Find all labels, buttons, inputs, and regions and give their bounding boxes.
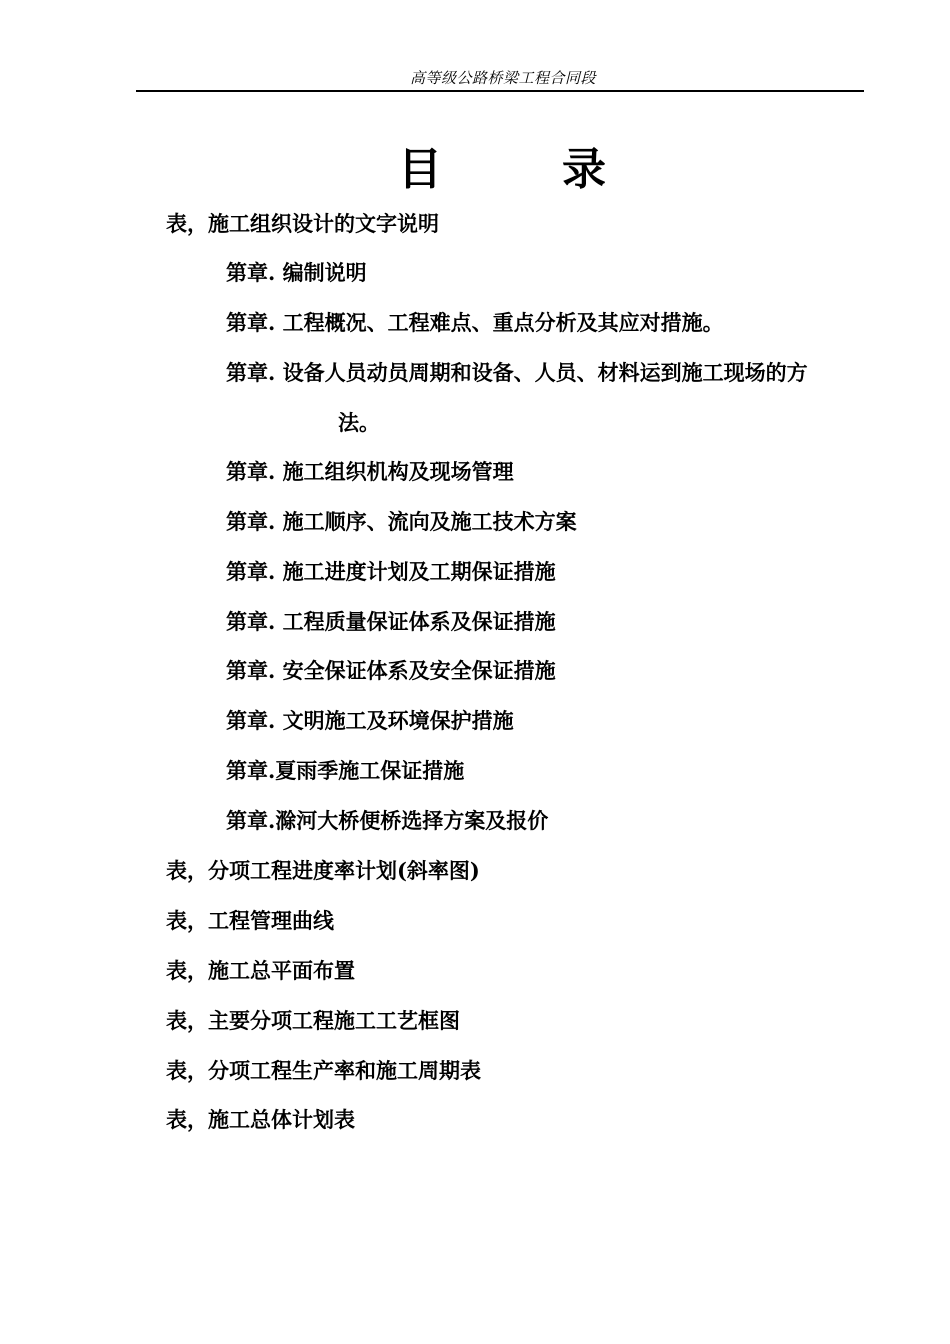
toc-entry-chapter[interactable]: 第章. 设备人员动员周期和设备、人员、材料运到施工现场的方 bbox=[226, 360, 808, 385]
toc-entry-section[interactable]: 表，工程管理曲线 bbox=[166, 908, 334, 933]
toc-entry-section[interactable]: 表，施工总平面布置 bbox=[166, 958, 355, 983]
toc-entry-chapter[interactable]: 第章. 工程概况、工程难点、重点分析及其应对措施。 bbox=[226, 310, 724, 335]
toc-entry-section[interactable]: 表，分项工程生产率和施工周期表 bbox=[166, 1058, 481, 1083]
toc-entry-section[interactable]: 表，施工组织设计的文字说明 bbox=[166, 211, 439, 236]
toc-entry-chapter[interactable]: 第章. 施工进度计划及工期保证措施 bbox=[226, 559, 556, 584]
toc-entry-chapter[interactable]: 第章. 施工组织机构及现场管理 bbox=[226, 459, 514, 484]
toc-entry-continuation[interactable]: 法。 bbox=[338, 410, 380, 435]
toc-entry-chapter[interactable]: 第章. 施工顺序、流向及施工技术方案 bbox=[226, 509, 577, 534]
toc-entry-section[interactable]: 表，施工总体计划表 bbox=[166, 1107, 355, 1132]
toc-entry-chapter[interactable]: 第章. 编制说明 bbox=[226, 260, 367, 285]
header-rule bbox=[136, 90, 864, 92]
toc-entry-chapter[interactable]: 第章. 安全保证体系及安全保证措施 bbox=[226, 658, 556, 683]
toc-title-char-1: 目 bbox=[398, 144, 442, 195]
running-header: 高等级公路桥梁工程合同段 bbox=[409, 69, 596, 87]
toc-title-char-2: 录 bbox=[562, 144, 606, 195]
toc-entry-section[interactable]: 表，主要分项工程施工工艺框图 bbox=[166, 1008, 460, 1033]
toc-entry-section[interactable]: 表，分项工程进度率计划(斜率图) bbox=[166, 858, 480, 883]
toc-entry-chapter[interactable]: 第章. 工程质量保证体系及保证措施 bbox=[226, 609, 556, 634]
toc-entry-chapter[interactable]: 第章. 文明施工及环境保护措施 bbox=[226, 708, 514, 733]
toc-title bbox=[398, 133, 606, 197]
toc-entry-chapter[interactable]: 第章.夏雨季施工保证措施 bbox=[226, 758, 465, 783]
toc-entry-chapter[interactable]: 第章.滁河大桥便桥选择方案及报价 bbox=[226, 808, 549, 833]
